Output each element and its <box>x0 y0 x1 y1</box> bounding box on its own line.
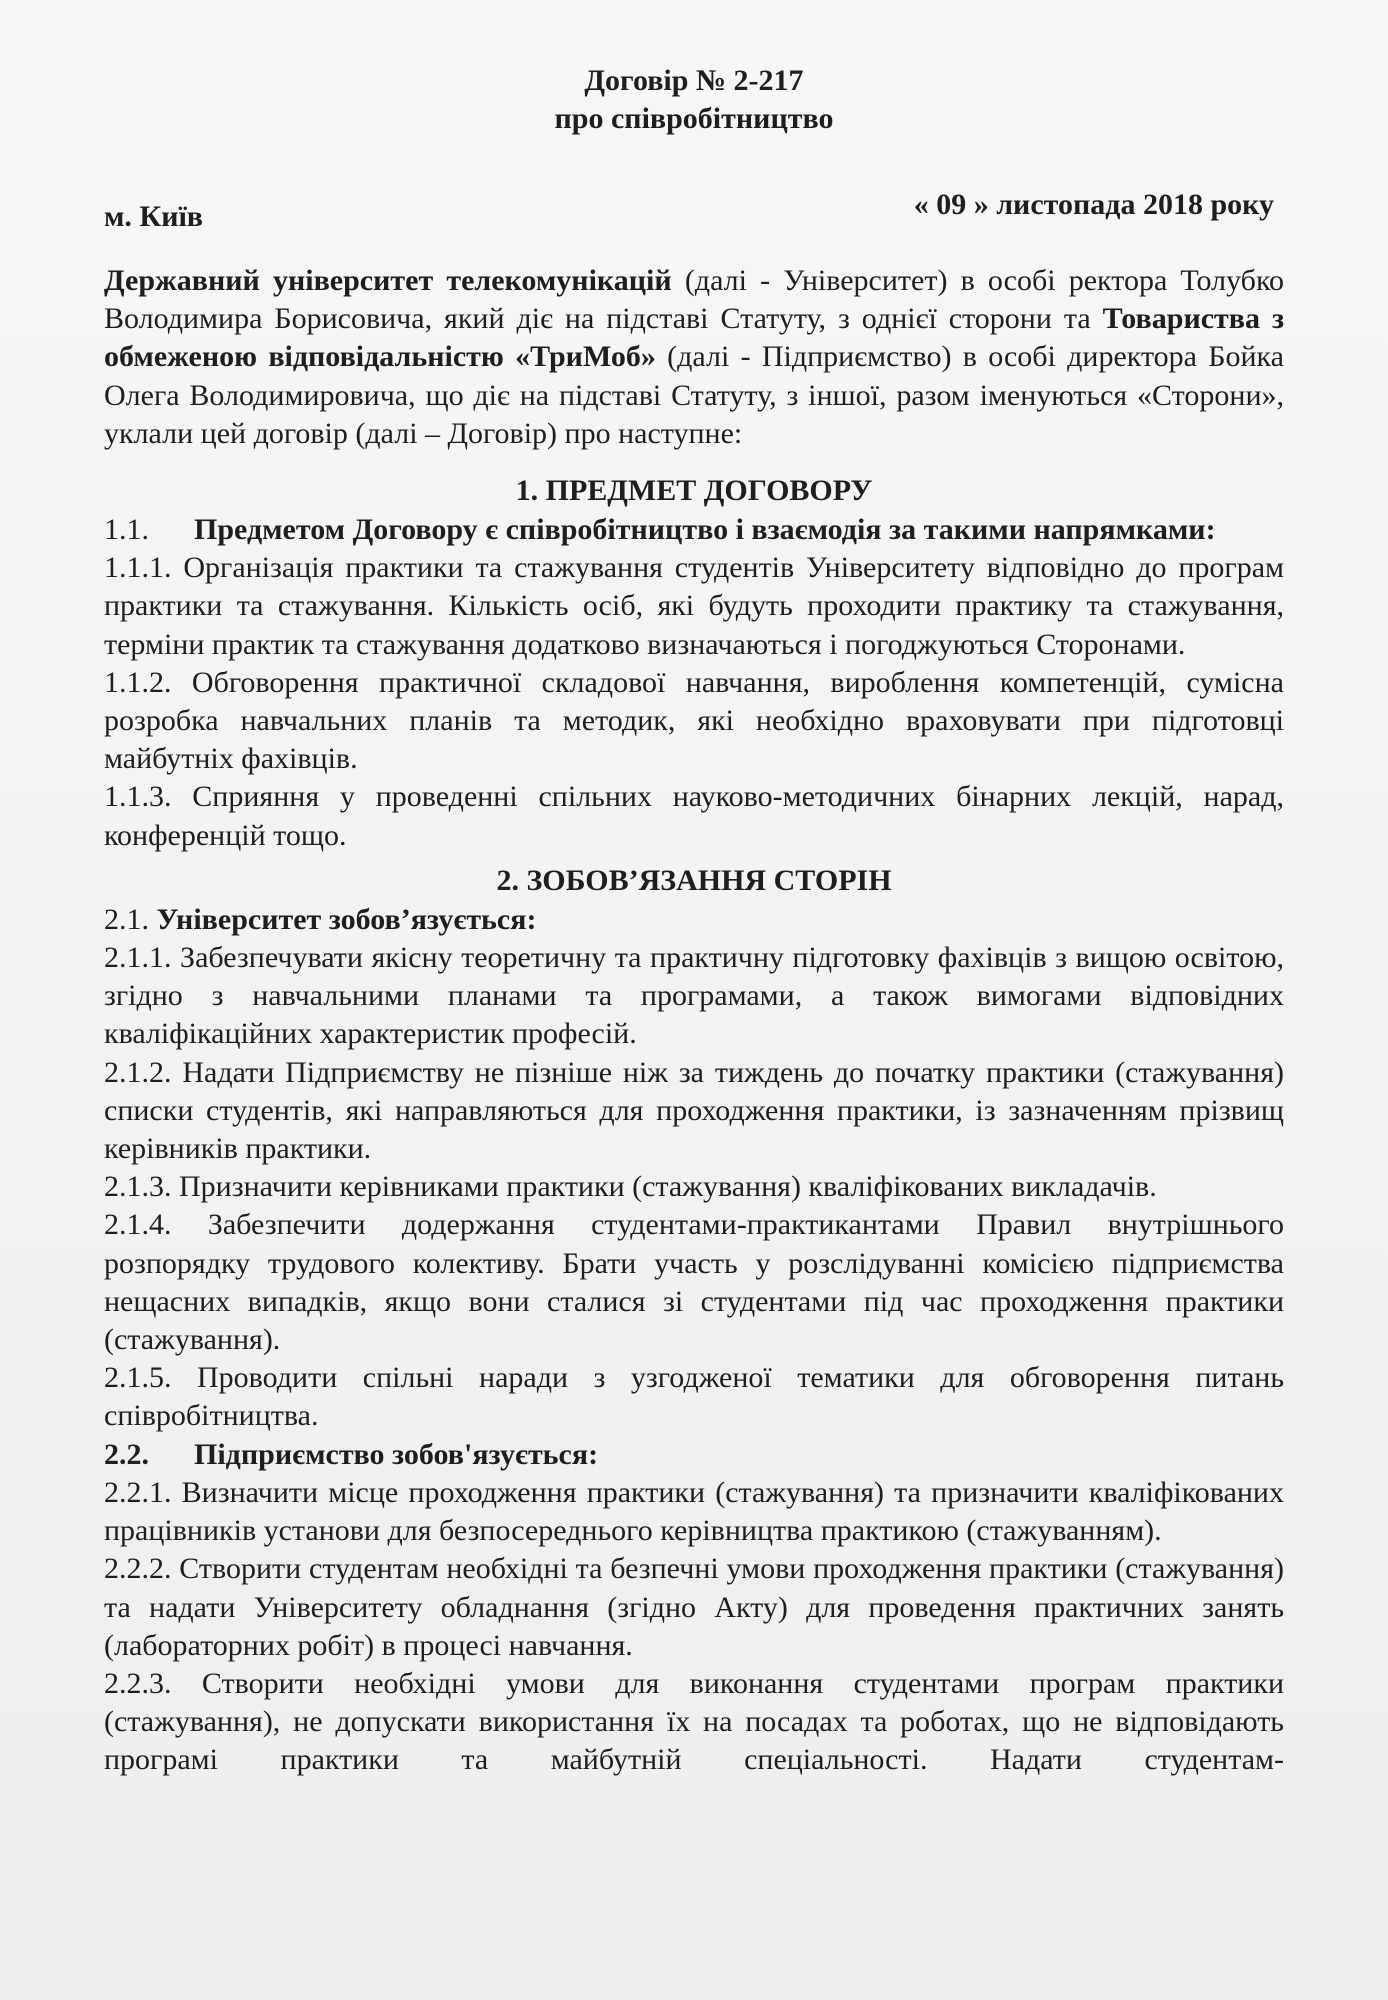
preamble-part2: (далі - Підприємство) в особі директора Бойка Олега Володимировича, що діє на підставі Статуту, з іншої, разом іменуються «Сторони», уклали цей договір (далі – Договір) про наступне: <box>104 340 1284 450</box>
clause-2-1-2: 2.1.2. Надати Підприємству не пізніше ніж за тиждень до початку практики (стажування) списки студентів, які направляються для проходження практики, із зазначенням прізвищ керівників практики. <box>104 1055 1284 1166</box>
clause-2-2-1: 2.2.1. Визначити місце проходження практики (стажування) та призначити кваліфікованих працівників установи для безпосереднього керівництва практикою (стажуванням). <box>104 1475 1284 1548</box>
clause-1-1-2: 1.1.2. Обговорення практичної складової навчання, вироблення компетенцій, сумісна розробка навчальних планів та методик, які необхідно враховувати при підготовці майбутніх фахівців. <box>104 665 1284 776</box>
clause-2-1-1: 2.1.1. Забезпечувати якісну теоретичну та практичну підготовку фахівців з вищою освітою, згідно з навчальними планами та програмами, а також вимогами відповідних кваліфікаційних характеристик професій. <box>104 941 1284 1051</box>
clause-1-1-text: Предметом Договору є співробітництво і взаємодія за такими напрямками: <box>194 513 1216 547</box>
preamble <box>104 262 1284 453</box>
contract-title <box>104 62 1284 138</box>
clause-2-1-text: Університет зобов’язується: <box>149 902 537 936</box>
clause-1-1-1: 1.1.1. Організація практики та стажування студентів Університету відповідно до програм практики та стажування. Кількість осіб, які будуть проходити практику та стажування, терміни практик та стажування додатково визначаються і погоджуються Сторонами. <box>104 551 1284 661</box>
city: м. Київ <box>104 200 204 233</box>
title-line-2: про співробітництво <box>554 102 834 135</box>
clause-2-1-5: 2.1.5. Проводити спільні наради з узгодженої тематики для обговорення питань співробітництва. <box>104 1361 1284 1433</box>
party1-name: Державний університет телекомунікацій <box>104 264 672 297</box>
clause-2-1-number: 2.1. <box>104 902 149 936</box>
clause-2-2-2: 2.2.2. Створити студентам необхідні та безпечні умови проходження практики (стажування) та надати Університету обладнання (згідно Акту) для проведення практичних занять (лабораторних робіт) в процесі навчання. <box>104 1552 1284 1662</box>
clause-2-2-text: Підприємство зобов'язується: <box>194 1437 599 1471</box>
section-2-heading: 2. ЗОБОВ’ЯЗАННЯ СТОРІН <box>496 863 892 897</box>
clause-2-2-3: 2.2.3. Створити необхідні умови для виконання студентами програм практики (стажування), не допускати використання їх на посадах та роботах, що не відповідають програмі практики та майбутній спеціальності. Надати студентам- <box>104 1666 1284 1777</box>
title-line-1: Договір № 2-217 <box>584 64 804 97</box>
contract-date: « 09 » листопада 2018 року <box>913 188 1274 221</box>
clause-2-1 <box>104 901 1284 939</box>
clause-2-2 <box>104 1436 1284 1474</box>
clause-2-1-3: 2.1.3. Призначити керівниками практики (стажування) кваліфікованих викладачів. <box>104 1170 1157 1204</box>
clause-1-1-number: 1.1. <box>104 513 149 547</box>
section-1-heading: 1. ПРЕДМЕТ ДОГОВОРУ <box>515 474 873 508</box>
clause-2-2-number: 2.2. <box>104 1437 149 1471</box>
preamble-part1: (далі - Університет) в особі ректора Толубко Володимира Борисовича, який діє на підставі Статуту, з однієї сторони та <box>104 264 1284 336</box>
clause-2-1-4: 2.1.4. Забезпечити додержання студентами-практикантами Правил внутрішнього розпорядку трудового колективу. Брати участь у розслідуванні комісією підприємства нещасних випадків, якщо вони сталися зі студентами під час проходження практики (стажування). <box>104 1208 1284 1357</box>
clause-1-1 <box>104 511 1284 549</box>
clause-1-1-3: 1.1.3. Сприяння у проведенні спільних науково-методичних бінарних лекцій, нарад, конференцій тощо. <box>104 780 1284 852</box>
place-date-row <box>104 188 1284 233</box>
party2-name: Товариства з обмеженою відповідальністю «ТриМоб» <box>104 302 1284 374</box>
